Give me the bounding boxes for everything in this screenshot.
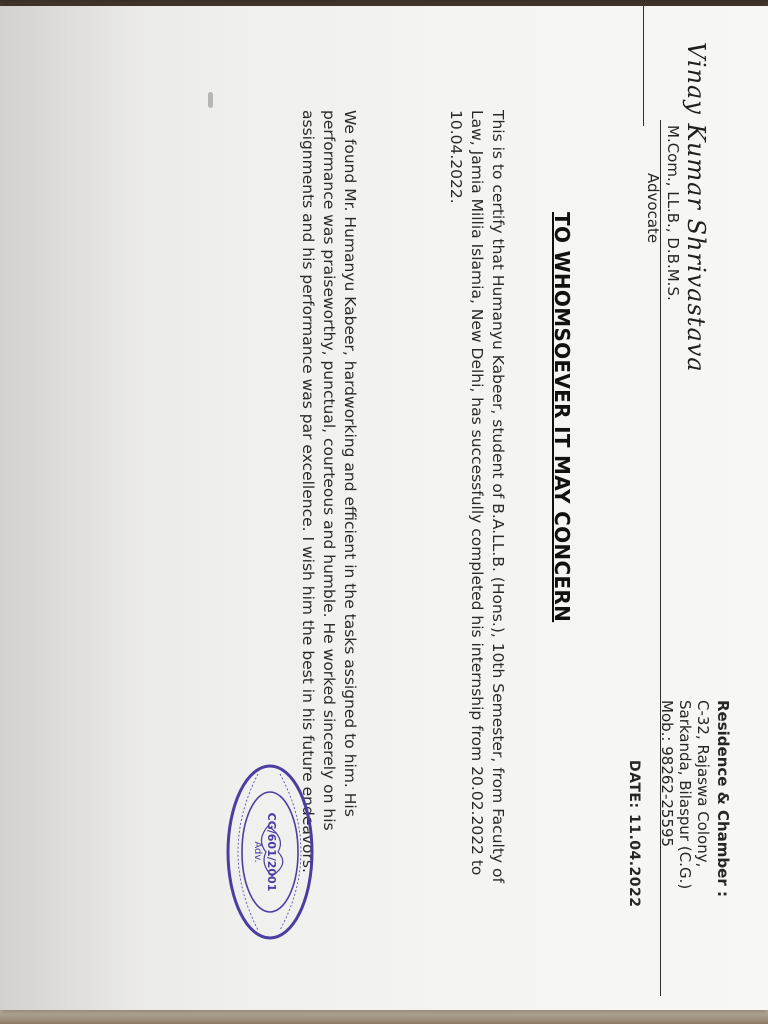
author-qualifications: M.Com., LL.B., D.B.M.S. xyxy=(664,125,682,301)
residence-heading: Residence & Chamber : xyxy=(714,700,732,897)
residence-address-line2: Sarkanda, Bilaspur (C.G.) xyxy=(676,700,694,890)
stamp-registration-number: CG/601/2001 xyxy=(265,812,278,892)
letter-date: DATE: 11.04.2022 xyxy=(626,760,642,908)
author-name: Vinay Kumar Shrivastava xyxy=(682,42,710,373)
body-paragraph-2: We found Mr. Humanyu Kabeer, hardworking and efficient in the tasks assigned to him. His performance was praiseworthy, punctual, courteous and humble. He worked sincerely on his assignments and his performance was par excellence. I wish him the best in his future endeavors. xyxy=(299,110,359,873)
residence-mobile: Mob.: 98262-25595 xyxy=(658,700,676,848)
stamp-suffix: Adv. xyxy=(252,841,263,863)
letter-heading: TO WHOMSOEVER IT MAY CONCERN xyxy=(550,212,574,623)
author-designation: Advocate xyxy=(644,173,662,244)
body-paragraph-1: This is to certify that Humanyu Kabeer, student of B.A.LL.B. (Hons.), 10th Semester, from Faculty of Law, Jamia Millia Islamia, New Delhi, has successfully completed his internship from 20.02.2022 to 10.04.2022. xyxy=(447,110,507,883)
advocate-seal-stamp xyxy=(222,762,318,942)
residence-address-line1: C-32, Rajaswa Colony, xyxy=(694,700,712,868)
